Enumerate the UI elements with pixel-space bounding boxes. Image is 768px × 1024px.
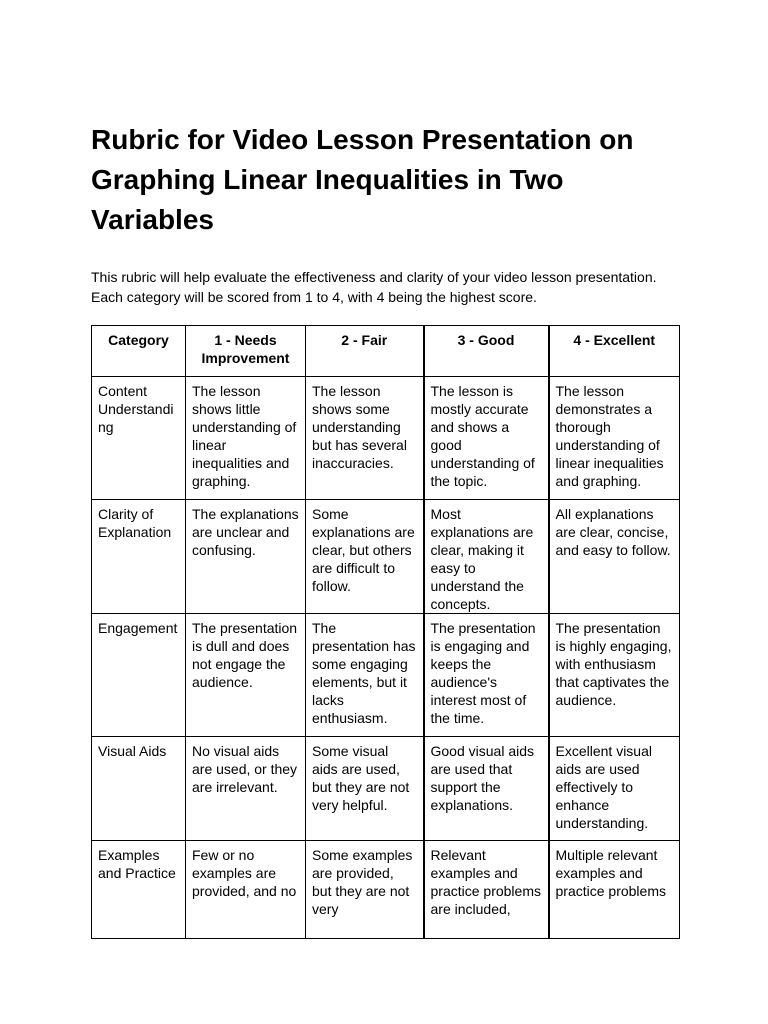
column-header-needs-improvement: 1 - Needs Improvement bbox=[186, 326, 306, 377]
cell-fair: Some examples are provided, but they are not very bbox=[306, 841, 424, 939]
table-row bbox=[92, 377, 680, 500]
cell-excellent: The presentation is highly engaging, with enthusiasm that captivates the audience. bbox=[549, 614, 680, 737]
table-row bbox=[92, 841, 680, 939]
cell-excellent: Multiple relevant examples and practice problems bbox=[549, 841, 680, 939]
row-category: Clarity of Explanation bbox=[92, 500, 186, 614]
table-row bbox=[92, 614, 680, 737]
cell-needs-improvement: The lesson shows little understanding of linear inequalities and graphing. bbox=[186, 377, 306, 500]
cell-needs-improvement: Few or no examples are provided, and no bbox=[186, 841, 306, 939]
cell-fair: The lesson shows some understanding but has several inaccuracies. bbox=[306, 377, 424, 500]
cell-needs-improvement: No visual aids are used, or they are irrelevant. bbox=[186, 737, 306, 841]
cell-good: Good visual aids are used that support the explanations. bbox=[424, 737, 549, 841]
cell-good: Relevant examples and practice problems are included, bbox=[424, 841, 549, 939]
cell-fair: Some visual aids are used, but they are not very helpful. bbox=[306, 737, 424, 841]
row-category: Visual Aids bbox=[92, 737, 186, 841]
row-category: Content Understanding bbox=[92, 377, 186, 500]
column-header-excellent: 4 - Excellent bbox=[549, 326, 680, 377]
page-title: Rubric for Video Lesson Presentation on Graphing Linear Inequalities in Two Variables bbox=[91, 124, 634, 235]
cell-excellent: The lesson demonstrates a thorough understanding of linear inequalities and graphing. bbox=[549, 377, 680, 500]
cell-good: The presentation is engaging and keeps the audience's interest most of the time. bbox=[424, 614, 549, 737]
cell-needs-improvement: The presentation is dull and does not engage the audience. bbox=[186, 614, 306, 737]
cell-good: Most explanations are clear, making it easy to understand the concepts. bbox=[424, 500, 549, 614]
column-header-category: Category bbox=[92, 326, 186, 377]
cell-needs-improvement: The explanations are unclear and confusing. bbox=[186, 500, 306, 614]
column-header-good: 3 - Good bbox=[424, 326, 549, 377]
intro-paragraph: This rubric will help evaluate the effectiveness and clarity of your video lesson presentation. Each category will be scored from 1 to 4, with 4 being the highest score. bbox=[91, 269, 657, 305]
rubric-table bbox=[91, 325, 680, 939]
cell-good: The lesson is mostly accurate and shows a good understanding of the topic. bbox=[424, 377, 549, 500]
cell-excellent: All explanations are clear, concise, and easy to follow. bbox=[549, 500, 680, 614]
row-category: Examples and Practice bbox=[92, 841, 186, 939]
cell-fair: The presentation has some engaging elements, but it lacks enthusiasm. bbox=[306, 614, 424, 737]
cell-excellent: Excellent visual aids are used effectively to enhance understanding. bbox=[549, 737, 680, 841]
column-header-fair: 2 - Fair bbox=[306, 326, 424, 377]
cell-fair: Some explanations are clear, but others are difficult to follow. bbox=[306, 500, 424, 614]
table-row bbox=[92, 737, 680, 841]
table-header-row bbox=[92, 326, 680, 377]
row-category: Engagement bbox=[92, 614, 186, 737]
table-row bbox=[92, 500, 680, 614]
